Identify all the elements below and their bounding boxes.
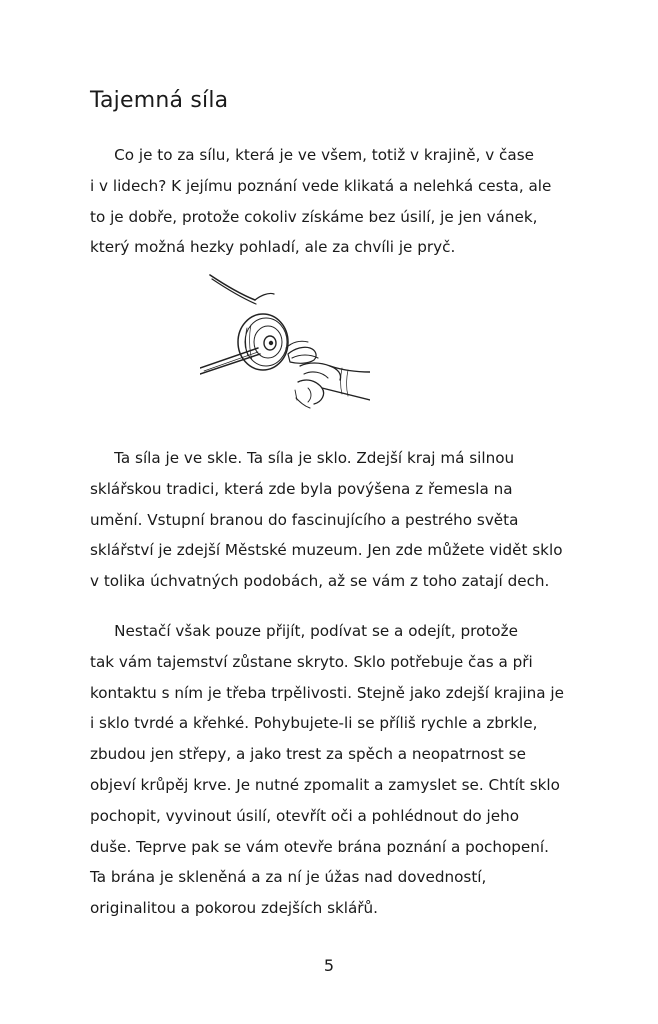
text-line: umění. Vstupní branou do fascinujícího a pestrého světa (90, 510, 519, 529)
text-line: originalitou a pokorou zdejších sklářů. (90, 899, 378, 918)
text-line: pochopit, vyvinout úsilí, otevřít oči a pohlédnout do jeho (90, 806, 520, 825)
text-line: kontaktu s ním je třeba trpělivosti. Stejně jako zdejší krajina je (90, 683, 564, 702)
text-line: Co je to za sílu, která je ve všem, totiž v krajině, v čase (90, 146, 534, 164)
text-line: v tolika úchvatných podobách, až se vám z toho zatají dech. (90, 572, 550, 591)
glass-engraving-hands-icon (200, 270, 370, 420)
text-line: duše. Teprve pak se vám otevře brána poznání a pochopení. (90, 837, 549, 856)
text-line: který možná hezky pohladí, ale za chvíli je pryč. (90, 238, 456, 257)
paragraph-2 (90, 443, 590, 597)
text-line: zbudou jen střepy, a jako trest za spěch a neopatrnost se (90, 745, 526, 764)
paragraph-1 (90, 140, 590, 263)
text-line: i sklo tvrdé a křehké. Pohybujete-li se příliš rychle a zbrkle, (90, 714, 538, 733)
text-line: sklářství je zdejší Městské muzeum. Jen zde můžete vidět sklo (90, 541, 563, 560)
text-line: Ta brána je skleněná a za ní je úžas nad dovedností, (90, 868, 487, 887)
text-line: objeví krůpěj krve. Je nutné zpomalit a zamyslet se. Chtít sklo (90, 775, 560, 794)
page-title: Tajemná síla (90, 88, 229, 113)
text-line: sklářskou tradici, která zde byla povýšena z řemesla na (90, 479, 513, 498)
text-line: Nestačí však pouze přijít, podívat se a odejít, protože (90, 622, 518, 640)
page-number: 5 (323, 956, 335, 975)
paragraph-3 (90, 616, 590, 924)
text-line: Ta síla je ve skle. Ta síla je sklo. Zdejší kraj má silnou (90, 449, 515, 467)
text-line: to je dobře, protože cokoliv získáme bez úsilí, je jen vánek, (90, 207, 538, 226)
text-line: tak vám tajemství zůstane skryto. Sklo potřebuje čas a při (90, 652, 533, 671)
text-line: i v lidech? K jejímu poznání vede klikatá a nelehká cesta, ale (90, 176, 552, 195)
